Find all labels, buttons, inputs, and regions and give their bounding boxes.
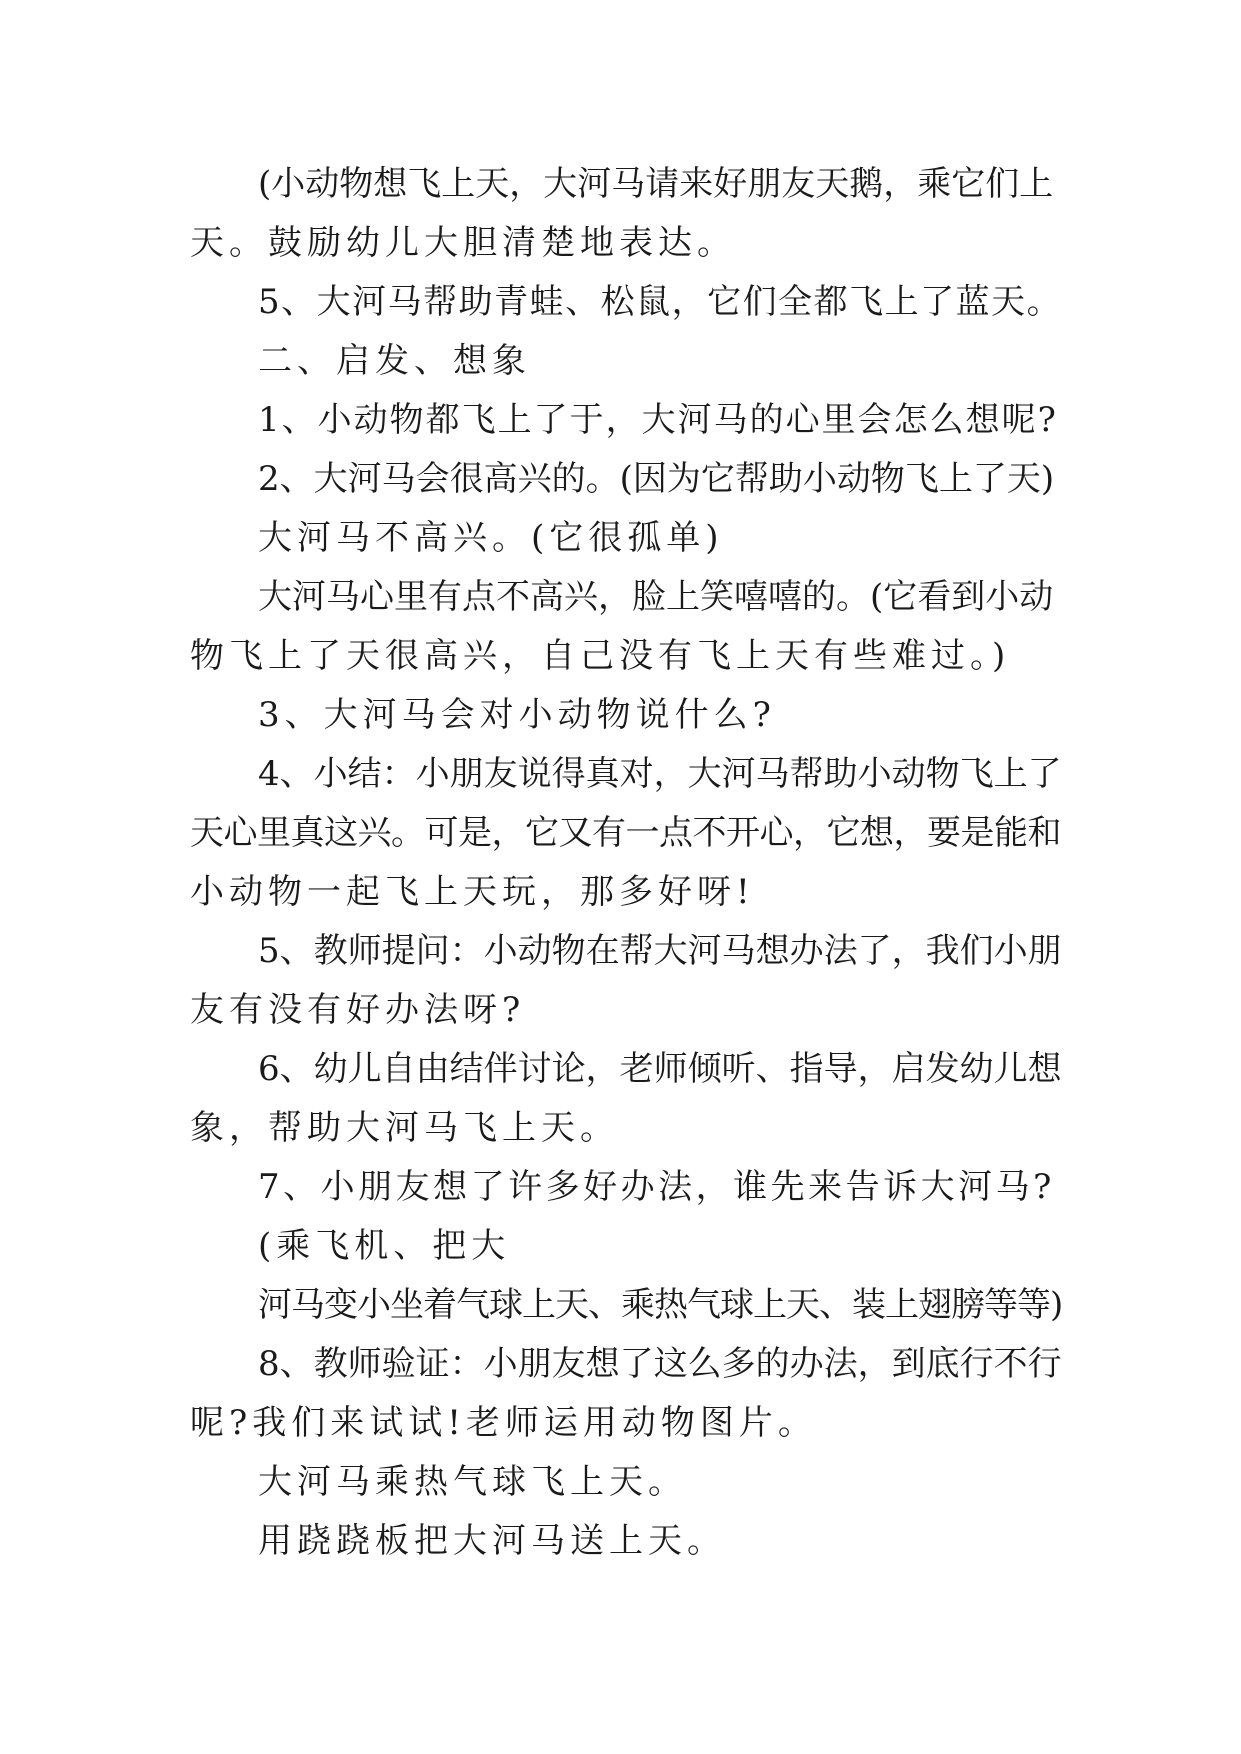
paragraph-line: 友有没有好办法呀? — [190, 990, 526, 1030]
section-heading: 二、启发、想象 — [258, 341, 531, 381]
paragraph-line: 天心里真这兴。可是，它又有一点不开心，它想，要是能和 — [190, 813, 1061, 853]
paragraph-line: 小动物一起飞上天玩，那多好呀! — [190, 872, 755, 912]
paragraph-line: 2、大河马会很高兴的。(因为它帮助小动物飞上了天) — [258, 459, 1055, 499]
paragraph-line: 5、教师提问：小动物在帮大河马想办法了，我们小朋 — [258, 931, 1062, 971]
paragraph-line: 3、大河马会对小动物说什么? — [258, 695, 776, 735]
paragraph-line: 象，帮助大河马飞上天。 — [190, 1108, 619, 1148]
paragraph-line: 用跷跷板把大河马送上天。 — [258, 1521, 726, 1561]
paragraph-line: 6、幼儿自由结伴讨论，老师倾听、指导，启发幼儿想 — [258, 1049, 1062, 1089]
paragraph-line: 1、小动物都飞上了于，大河马的心里会怎么想呢? — [258, 400, 1058, 440]
paragraph-line: (乘飞机、把大 — [258, 1226, 511, 1266]
paragraph-line: 大河马乘热气球飞上天。 — [258, 1462, 687, 1502]
paragraph-line: 大河马不高兴。(它很孤单) — [258, 518, 724, 558]
paragraph-line: 7、小朋友想了许多好办法，谁先来告诉大河马? — [258, 1167, 1055, 1207]
paragraph-line: 物飞上了天很高兴，自己没有飞上天有些难过。) — [190, 636, 1011, 676]
paragraph-line: 5、大河马帮助青蛙、松鼠，它们全都飞上了蓝天。 — [258, 282, 1063, 322]
paragraph-line: 河马变小坐着气球上天、乘热气球上天、装上翅膀等等) — [258, 1285, 1063, 1325]
paragraph-line: (小动物想飞上天，大河马请来好朋友天鹅，乘它们上 — [258, 164, 1054, 204]
paragraph-line: 4、小结：小朋友说得真对，大河马帮助小动物飞上了 — [258, 754, 1062, 794]
paragraph-line: 8、教师验证：小朋友想了这么多的办法，到底行不行 — [258, 1344, 1062, 1384]
paragraph-line: 大河马心里有点不高兴，脸上笑嘻嘻的。(它看到小动 — [258, 577, 1054, 617]
paragraph-line: 呢?我们来试试!老师运用动物图片。 — [190, 1403, 817, 1443]
paragraph-line: 天。鼓励幼儿大胆清楚地表达。 — [190, 223, 736, 263]
